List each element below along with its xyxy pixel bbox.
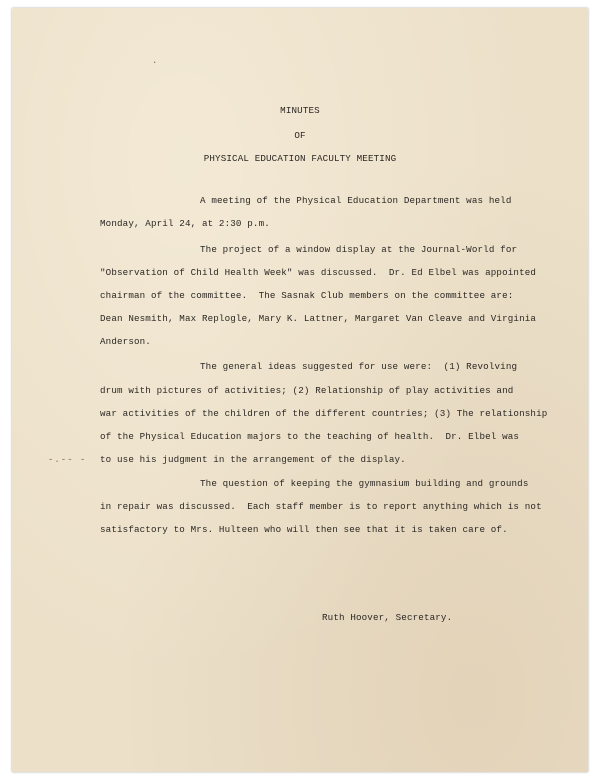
paragraph-3-line-3: war activities of the children of the different countries; (3) The relationship xyxy=(100,408,548,419)
signature: Ruth Hoover, Secretary. xyxy=(322,612,453,623)
title-of: OF xyxy=(294,130,306,141)
paragraph-3-line-1: The general ideas suggested for use were: (1) Revolving xyxy=(200,361,518,372)
paragraph-1-line-2: Monday, April 24, at 2:30 p.m. xyxy=(100,218,270,229)
paragraph-1-line-1: A meeting of the Physical Education Department was held xyxy=(200,195,512,206)
paragraph-2-line-3: chairman of the committee. The Sasnak Club members on the committee are: xyxy=(100,290,514,301)
margin-mark: -.-- - xyxy=(48,455,87,465)
paragraph-4-line-2: in repair was discussed. Each staff member is to report anything which is not xyxy=(100,501,542,512)
top-mark: · xyxy=(152,58,158,68)
title-minutes: MINUTES xyxy=(280,105,320,116)
paragraph-4-line-1: The question of keeping the gymnasium building and grounds xyxy=(200,478,529,489)
paragraph-2-line-5: Anderson. xyxy=(100,336,151,347)
paragraph-3-line-5: to use his judgment in the arrangement of the display. xyxy=(100,454,406,465)
title-meeting: PHYSICAL EDUCATION FACULTY MEETING xyxy=(203,153,397,164)
paragraph-2-line-2: "Observation of Child Health Week" was discussed. Dr. Ed Elbel was appointed xyxy=(100,267,537,278)
paragraph-3-line-2: drum with pictures of activities; (2) Relationship of play activities and xyxy=(100,385,514,396)
document-page xyxy=(12,8,588,772)
paragraph-3-line-4: of the Physical Education majors to the teaching of health. Dr. Elbel was xyxy=(100,431,520,442)
paragraph-4-line-3: satisfactory to Mrs. Hulteen who will then see that it is taken care of. xyxy=(100,524,508,535)
paragraph-2-line-1: The project of a window display at the Journal-World for xyxy=(200,244,518,255)
paragraph-2-line-4: Dean Nesmith, Max Replogle, Mary K. Lattner, Margaret Van Cleave and Virginia xyxy=(100,313,537,324)
